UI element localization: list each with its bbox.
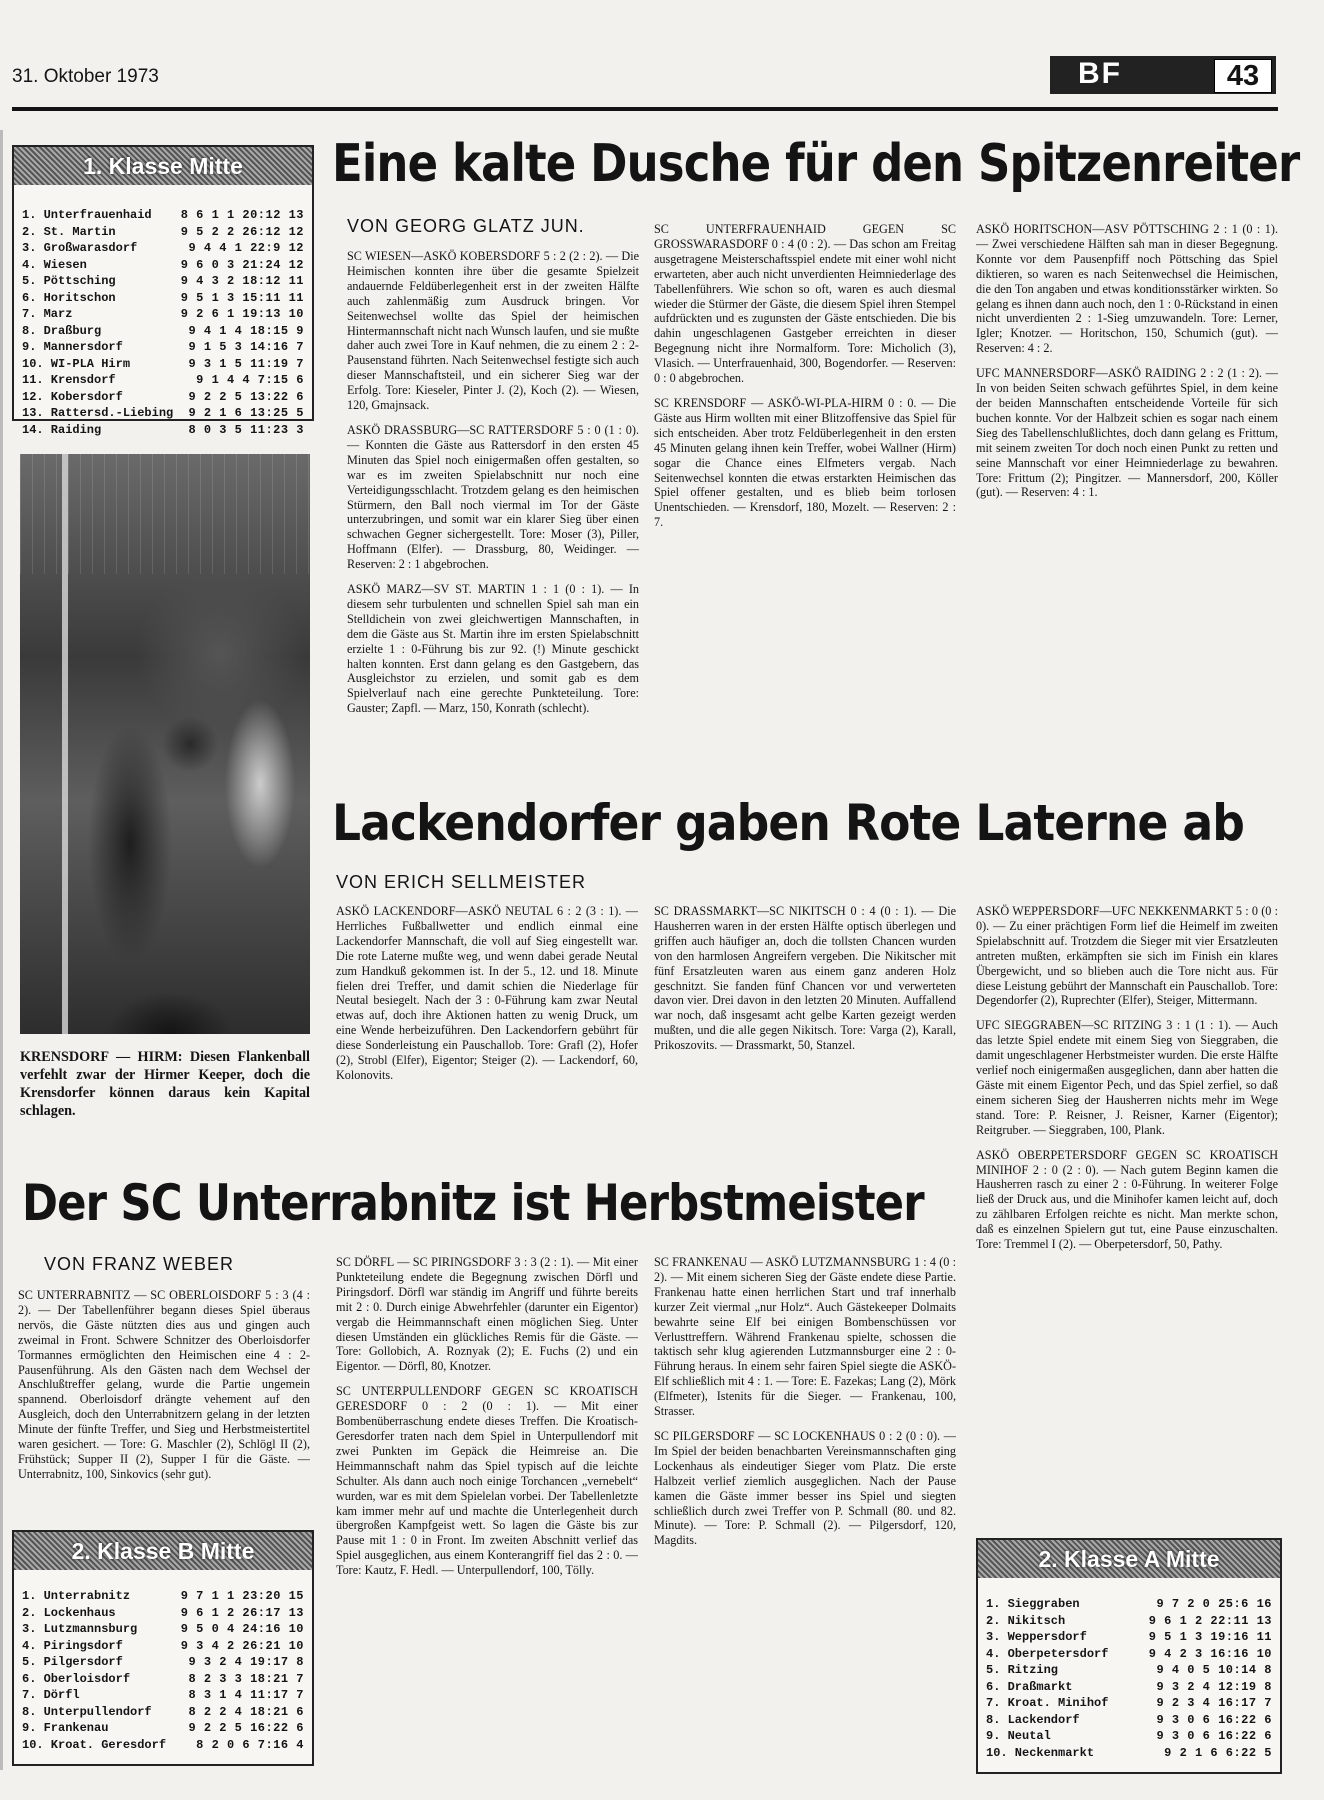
table-row: 4. Oberpetersdorf 9 4 2 3 16:16 10 xyxy=(986,1646,1272,1661)
article-paragraph: SC DRASSMARKT—SC NIKITSCH 0 : 4 (0 : 1). — Die Hausherren waren in der ersten Hälfte optisch überlegen und griffen auch häufiger an, doch die tollsten Chancen wurden von den harmlosen Angreifern vergeben. Die Nikitscher mit fünf Ersatzleuten waren aus einem ganz anderen Holz geschnitzt. Sie fanden fünf Chancen vor und verwerteten davon vier. Drei davon in den letzten 20 Minuten. Auffallend war noch, daß insgesamt acht gelbe Karten gezeigt werden mußten, und die alle gegen Nikitsch. Tore: Varga (2), Karall, Prikoszovits. — Drassmarkt, 50, Stanzel. xyxy=(654,904,956,1053)
article-paragraph: ASKÖ HORITSCHON—ASV PÖTTSCHING 2 : 1 (0 : 1). — Zwei verschiedene Hälften sah man in dieser Begegnung. Konnte vor dem Pausenpfiff noch Pöttsching das Spiel diktieren, so waren es nach Seitenwechsel die Heimischen, die den Ton angaben und etwas konditionsstärker wirkten. So gelang es ihnen dann auch noch, den 1 : 0-Rückstand in einen nicht unverdienten 2 : 1-Sieg umzuwandeln. Tore: Lerner, Igler; Knotzer. — Horitschon, 150, Schumich (gut). — Reserven: 4 : 2. xyxy=(976,222,1278,356)
table-row: 6. Oberloisdorf 8 2 3 3 18:21 7 xyxy=(22,1671,304,1686)
table-row: 5. Pilgersdorf 9 3 2 4 19:17 8 xyxy=(22,1655,304,1669)
article-column xyxy=(654,1255,956,1558)
article-paragraph: ASKÖ DRASSBURG—SC RATTERSDORF 5 : 0 (1 : 0). — Konnten die Gäste aus Rattersdorf in den ersten 45 Minuten das Spiel noch einigermaßen offen gestalten, so war es im zweiten Spielabschnitt nur noch eine Verteidigungsschlacht. Trotzdem gelang es den heimischen Stürmern, den Ball noch viermal im Tor der Gäste unterzubringen, und somit war ein klarer Sieg über einen schwachen Gegner sichergestellt. Tore: Moser (3), Piller, Hoffmann (Elfer). — Drassburg, 80, Weidinger. — Reserven: 2 : 1 abgebrochen. xyxy=(347,422,639,572)
table-row: 12. Kobersdorf 9 2 2 5 13:22 6 xyxy=(22,389,304,404)
table-title: 2. Klasse A Mitte xyxy=(978,1540,1280,1578)
table-row: 13. Rattersd.-Liebing 9 2 1 6 13:25 5 xyxy=(22,406,304,420)
standings-table-klasse-a-mitte xyxy=(976,1538,1282,1774)
article-headline-unterrabnitz: Der SC Unterrabnitz ist Herbstmeister xyxy=(22,1174,924,1232)
article-paragraph: SC PILGERSDORF — SC LOCKENHAUS 0 : 2 (0 : 0). — Im Spiel der beiden benachbarten Vereinsmannschaften ging Lockenhaus als eindeutiger Sieger vom Platz. Die erste Halbzeit verlief ziemlich ausgeglichen. Nach der Pause kamen die Gäste immer besser ins Spiel und siegten schließlich durch zwei Treffer von P. Schmall (80. und 82. Minute). — Tore: P. Schmall (2). — Pilgersdorf, 120, Magdits. xyxy=(654,1428,956,1548)
table-row: 9. Mannersdorf 9 1 5 3 14:16 7 xyxy=(22,340,304,354)
article-column xyxy=(347,249,639,726)
article-paragraph: ASKÖ LACKENDORF—ASKÖ NEUTAL 6 : 2 (3 : 1). — Herrliches Fußballwetter und endlich einmal eine Lackendorfer Mannschaft, die voll auf Sieg eingestellt war. Die rote Laterne mußte weg, und wenn dabei gerade Neutal zum Handkuß gekommen ist. In der 5., 12. und 18. Minute fielen drei Treffer, und damit schien die Niederlage für Neutal besiegelt. Nach der 3 : 0-Führung kam zwar Neutal etwas auf, doch ihre Aktionen hatten zu wenig Druck, um eine Wende herbeizuführen. Den Lackendorfern gebührt für diese Sonderleistung ein Pauschallob. Tore: Grafl (2), Hofer (2), Strobl (Elfer), Eigentor; Steiger (2). — Lackendorf, 60, Kolonovits. xyxy=(336,904,638,1082)
article-byline: VON ERICH SELLMEISTER xyxy=(336,872,587,892)
header-rule xyxy=(12,107,1278,111)
table-rows xyxy=(22,207,304,438)
table-row: 10. Neckenmarkt 9 2 1 6 6:22 5 xyxy=(986,1745,1272,1760)
article-paragraph: ASKÖ OBERPETERSDORF GEGEN SC KROATISCH MINIHOF 2 : 0 (2 : 0). — Nach gutem Beginn kamen die Hausherren rasch zu einer 2 : 0-Führung. In weiterer Folge ließ der Druck aus, und die Minihofer kamen leicht auf, doch zu zählbaren Erfolgen reichte es nicht. Man merkte schon, daß es einzelnen Spielern gut tut, eine Pause einzuschalten. Tore: Tremmel I (2). — Oberpetersdorf, 50, Pathy. xyxy=(976,1147,1278,1252)
standings-table-klasse-b-mitte xyxy=(12,1530,314,1766)
article-column xyxy=(336,904,638,1093)
article-paragraph: SC UNTERPULLENDORF GEGEN SC KROATISCH GERESDORF 0 : 2 (0 : 1). — Mit einer Bombenüberraschung endete dieses Treffen. Die Kroatisch-Geresdorfer traten nach dem Spiel in Unterpullendorf mit zwei Punkten im Gepäck die Heimreise an. Die Heimmannschaft nahm das Spiel typisch auf die leichte Schulter. Als dann auch noch einige Torchancen „vernebelt“ wurden, war es mit dem Spielelan vorbei. Der Tabellenletzte kam immer mehr auf und machte die Unterlegenheit durch übergroßen Kampfgeist wett. So lagen die Gäste bis zur Pause mit 1 : 0 in Front. Im zweiten Abschnitt verlief das Spiel ausgeglichen, aus einem Konterangriff fiel das 2 : 0. — Tore: Kautz, F. Hedl. — Unterpullendorf, 100, Tölly. xyxy=(336,1384,638,1578)
issue-date: 31. Oktober 1973 xyxy=(12,66,159,87)
table-rows xyxy=(986,1596,1272,1761)
table-row: 4. Piringsdorf 9 3 4 2 26:21 10 xyxy=(22,1638,304,1653)
table-row: 4. Wiesen 9 6 0 3 21:24 12 xyxy=(22,257,304,272)
table-row: 8. Draßburg 9 4 1 4 18:15 9 xyxy=(22,323,304,338)
table-row: 6. Draßmarkt 9 3 2 4 12:19 8 xyxy=(986,1679,1272,1694)
table-title: 1. Klasse Mitte xyxy=(14,147,312,185)
article-column xyxy=(976,904,1278,1262)
table-row: 9. Frankenau 9 2 2 5 16:22 6 xyxy=(22,1721,304,1735)
table-row: 5. Ritzing 9 4 0 5 10:14 8 xyxy=(986,1663,1272,1677)
article-paragraph: UFC MANNERSDORF—ASKÖ RAIDING 2 : 2 (1 : 2). — In von beiden Seiten schwach geführtes Spiel, in dem keine der beiden Mannschaften entscheidende Vorteile für sich buchen konnte. Vor der Halbzeit schien es sogar nach einem Sieg des Tabellenschlußlichtes, doch dann gelang es Frittum, mit seinem zweiten Tor doch noch einen Punkt zu retten und seine Mannschaft vor einer Heimniederlage zu bewahren. Tore: Frittum (2); Pingitzer. — Mannersdorf, 200, Köller (gut). — Reserven: 4 : 1. xyxy=(976,366,1278,500)
table-title: 2. Klasse B Mitte xyxy=(14,1532,312,1570)
table-row: 10. WI-PLA Hirm 9 3 1 5 11:19 7 xyxy=(22,356,304,371)
table-row: 9. Neutal 9 3 0 6 16:22 6 xyxy=(986,1729,1272,1743)
match-photo xyxy=(20,454,310,1034)
article-column xyxy=(654,904,956,1063)
standings-table-klasse-mitte xyxy=(12,145,314,437)
article-column xyxy=(976,222,1278,510)
article-headline-spitzenreiter: Eine kalte Dusche für den Spitzenreiter xyxy=(332,134,1300,194)
page-edge-shadow xyxy=(0,130,3,1770)
table-row: 7. Kroat. Minihof 9 2 3 4 16:17 7 xyxy=(986,1696,1272,1710)
article-paragraph: SC DÖRFL — SC PIRINGSDORF 3 : 3 (2 : 1). — Mit einer Punkteteilung endete die Begegnung zwischen Dörfl und Piringsdorf. Dörfl war ständig im Angriff und führte bereits mit 2 : 0. Durch einige Abwehrfehler (darunter ein Eigentor) vergab die Heimmannschaft einen möglichen Sieg. Unter diesen Umständen ein glückliches Remis für die Gäste. — Tore: Gollobich, A. Roznyak (2); E. Fuchs (2) und ein Eigentor. — Dörfl, 80, Knotzer. xyxy=(336,1255,638,1374)
table-row: 6. Horitschon 9 5 1 3 15:11 11 xyxy=(22,290,304,305)
article-paragraph: ASKÖ WEPPERSDORF—UFC NEKKENMARKT 5 : 0 (0 : 0). — Zu einer prächtigen Form lief die Heimelf im zweiten Spielabschnitt auf. Trotzdem die Sieger mit vier Ersatzleuten antreten mußten, erkämpften sie sich im Finish ein klares Übergewicht, und so blieben auch die Tore nicht aus. Für diese Leistung gebührt der Mannschaft ein Pauschallob. Tore: Degendorfer (2), Ruprechter (Elfer), Steiger, Mittermann. xyxy=(976,904,1278,1008)
table-row: 2. Nikitsch 9 6 1 2 22:11 13 xyxy=(986,1613,1272,1628)
article-column xyxy=(336,1255,638,1588)
article-paragraph: SC UNTERRABNITZ — SC OBERLOISDORF 5 : 3 (4 : 2). — Der Tabellenführer begann dieses Spiel überaus nervös, die Gäste nützten dies aus und gingen auch zweimal in Front. Schwere Schnitzer des Oberloisdorfer Tormannes ermöglichten den Heimischen eine 4 : 2-Pausenführung. Als den Gästen nach dem Wechsel der Anschlußtreffer gelang, wurde die Partie ungemein spannend. Oberloisdorf drängte vehement auf den Ausgleich, doch den Unterrabnitzern gelang in der letzten Minute der fünfte Treffer, und Sieg und Herbstmeistertitel waren gesichert. — Tore: G. Maschler (2), Schlögl II (2), Frühstück; Supper II (2), Supper I für die Gäste. — Unterrabnitz, 100, Sinkovics (sehr gut). xyxy=(18,1288,310,1481)
table-row: 3. Lutzmannsburg 9 5 0 4 24:16 10 xyxy=(22,1622,304,1636)
table-row: 1. Unterrabnitz 9 7 1 1 23:20 15 xyxy=(22,1589,304,1603)
table-row: 8. Lackendorf 9 3 0 6 16:22 6 xyxy=(986,1712,1272,1727)
article-paragraph: SC KRENSDORF — ASKÖ-WI-PLA-HIRM 0 : 0. — Die Gäste aus Hirm wollten mit einer Blitzoffensive das Spiel für sich entscheiden. Aber trotz Feldüberlegenheit in den ersten 45 Minuten gelang ihnen kein Treffer, wobei Wallner (Hirm) sogar die Chance eines Elfmeters vergab. Nach Seitenwechsel konnten die etwas erstarkten Heimischen das Spiel offener gestalten, und es blieb beim torlosen Unentschieden. — Krensdorf, 180, Mozelt. — Reserven: 2 : 7. xyxy=(654,395,956,530)
article-column xyxy=(654,222,956,540)
table-row: 1. Unterfrauenhaid 8 6 1 1 20:12 13 xyxy=(22,208,304,222)
page-number: 43 xyxy=(1214,59,1272,93)
article-byline: VON FRANZ WEBER xyxy=(44,1254,235,1274)
article-paragraph: SC FRANKENAU — ASKÖ LUTZMANNSBURG 1 : 4 (0 : 2). — Mit einem sicheren Sieg der Gäste endete diese Partie. Frankenau hatte einen herrlichen Start und traf innerhalb kurzer Zeit viermal „nur Holz“. Auch Gästekeeper Dolmaits bewahrte seine Elf bei einigen Bombenschüssen vor Verlusttreffern. Während Frankenau spielte, schossen die taktisch sehr klug agierenden Lutzmannsburger eine 2 : 0-Führung heraus. In einem sehr fairen Spiel siegte die ASKÖ-Elf schließlich mit 4 : 1. — Tore: E. Fazekas; Lang (2), Mörk (Elfmeter), Istenits für die Sieger. — Frankenau, 100, Strasser. xyxy=(654,1255,956,1419)
table-row: 10. Kroat. Geresdorf 8 2 0 6 7:16 4 xyxy=(22,1737,304,1752)
table-row: 3. Weppersdorf 9 5 1 3 19:16 11 xyxy=(986,1630,1272,1644)
table-row: 2. Lockenhaus 9 6 1 2 26:17 13 xyxy=(22,1605,304,1620)
article-paragraph: SC UNTERFRAUENHAID GEGEN SC GROSSWARASDORF 0 : 4 (0 : 2). — Das schon am Freitag ausgetragene Meisterschaftsspiel endete mit einer wohl nicht erwarteten, aber auch nicht unverdienten Heimniederlage des Tabellenführers. Wie schon so oft, waren es auch diesmal wieder die Stürmer der Gäste, die diesem Spiel ihren Stempel aufdrückten und es zugunsten der Gäste entschieden. Die bis dahin ungeschlagenen Gastgeber erreichten in dieser Begegnung nicht ihre Normalform. Tore: Micholich (3), Vlasich. — Unterfrauenhaid, 300, Bogendorfer. — Reserven: 0 : 0 abgebrochen. xyxy=(654,222,956,386)
photo-caption: KRENSDORF — HIRM: Diesen Flankenball verfehlt zwar der Hirmer Keeper, doch die Krensdorfer können daraus kein Kapital schlagen. xyxy=(20,1049,310,1119)
table-row: 8. Unterpullendorf 8 2 2 4 18:21 6 xyxy=(22,1704,304,1719)
masthead-logo xyxy=(1050,56,1276,94)
article-paragraph: UFC SIEGGRABEN—SC RITZING 3 : 1 (1 : 1). — Auch das letzte Spiel endete mit einem Sieg von Sieggraben, die damit ungeschlagener Herbstmeister wurden. Die erste Hälfte verlief noch einigermaßen ausgeglichen, dann aber hatten die Gäste mit einem Eigentor Pech, und das Spiel zerfiel, so daß einem sicheren Sieg der Hausherren nichts mehr im Wege stand. Tore: P. Reisner, J. Reisner, Karner (Eigentor); Reitgruber. — Sieggraben, 100, Plank. xyxy=(976,1018,1278,1137)
article-byline: VON GEORG GLATZ JUN. xyxy=(347,216,585,236)
logo-text: BF xyxy=(1078,57,1122,90)
table-row: 7. Marz 9 2 6 1 19:13 10 xyxy=(22,307,304,321)
table-row: 1. Sieggraben 9 7 2 0 25:6 16 xyxy=(986,1597,1272,1611)
table-row: 3. Großwarasdorf 9 4 4 1 22:9 12 xyxy=(22,241,304,255)
table-rows xyxy=(22,1588,304,1753)
table-row: 11. Krensdorf 9 1 4 4 7:15 6 xyxy=(22,373,304,387)
article-paragraph: SC WIESEN—ASKÖ KOBERSDORF 5 : 2 (2 : 2). — Die Heimischen konnten ihre über die gesamte Spielzeit andauernde Feldüberlegenheit erst in der zweiten Hälfte auch zahlenmäßig zum Ausdruck bringen. Vor Seitenwechsel wollte das Spiel der heimischen Hintermannschaft nicht nach Wunsch laufen, und sie mußte daher auch zwei Tore in Kauf nehmen, die zu einem 2 : 2-Pausenstand führten. Nach Seitenwechsel festigte sich auch dieser Mannschaftsteil, und ein sicherer Sieg war der Erfolg. Tore: Kieseler, Pinter J. (2), Koch (2). — Wiesen, 120, Gmajnsack. xyxy=(347,249,639,413)
article-paragraph: ASKÖ MARZ—SV ST. MARTIN 1 : 1 (0 : 1). — In diesem sehr turbulenten und schnellen Spiel sah man ein Stelldichein von zwei gleichwertigen Mannschaften, in dem die Gäste aus St. Martin ihre im ersten Spielabschnitt erzielte 1 : 0-Führung bis zur 92. (!) Minute geschickt halten konnten. Erst dann gelang es den Gastgebern, das Ausgleichstor zu erzielen, und somit gab es dem Spielverlauf nach eine gerechte Punkteteilung. Tore: Gauster; Zapfl. — Marz, 150, Konrath (schlecht). xyxy=(347,582,639,716)
goal-post xyxy=(62,454,68,1034)
table-row: 14. Raiding 8 0 3 5 11:23 3 xyxy=(22,422,304,437)
table-row: 5. Pöttsching 9 4 3 2 18:12 11 xyxy=(22,274,304,288)
article-headline-lackendorfer: Lackendorfer gaben Rote Laterne ab xyxy=(332,794,1245,852)
table-row: 2. St. Martin 9 5 2 2 26:12 12 xyxy=(22,224,304,239)
table-row: 7. Dörfl 8 3 1 4 11:17 7 xyxy=(22,1688,304,1702)
article-column xyxy=(18,1288,310,1493)
